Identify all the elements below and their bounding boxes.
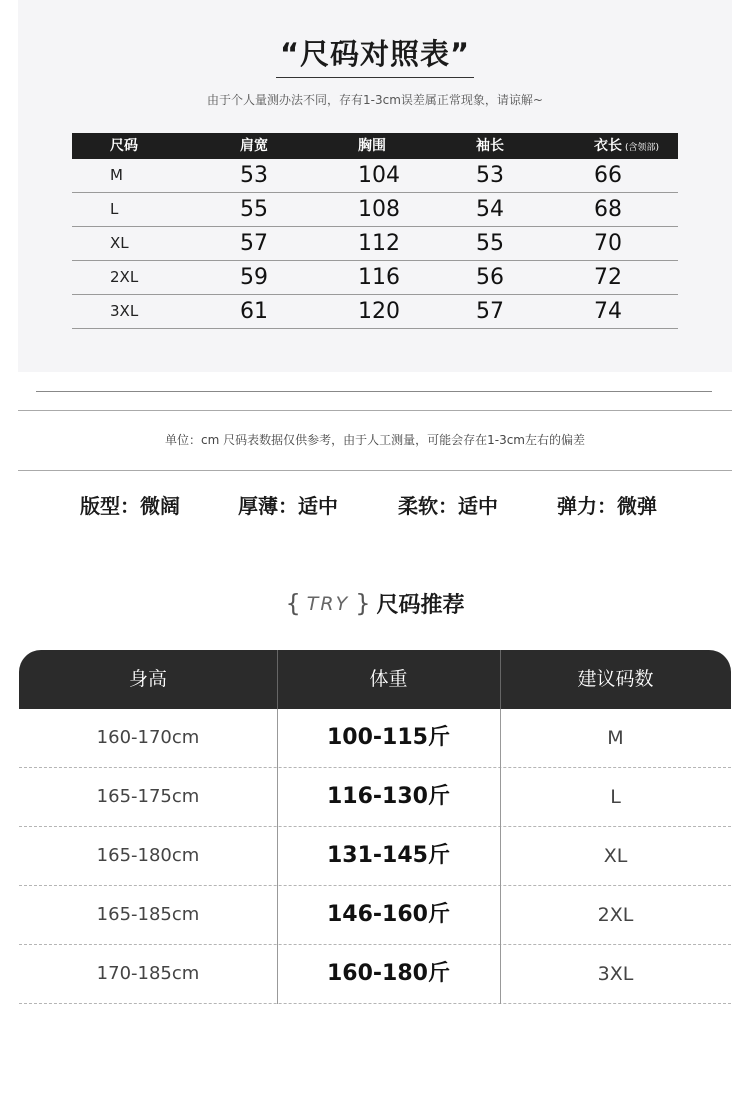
- size-cell: XL: [603, 845, 628, 867]
- height-cell: 165-180cm: [96, 845, 200, 866]
- weight-cell: 146-160斤: [327, 902, 450, 927]
- table-row: [19, 768, 731, 827]
- header-size: 尺码: [110, 138, 138, 154]
- size-cell: 2XL: [110, 268, 139, 286]
- table-row: [72, 261, 678, 295]
- header-weight: 体重: [369, 668, 408, 690]
- size-cell: L: [110, 200, 119, 218]
- weight-cell: 160-180斤: [327, 961, 450, 986]
- column-divider: [277, 709, 278, 1004]
- size-cell: M: [607, 727, 624, 749]
- sleeve-cell: 54: [476, 197, 504, 222]
- recommendation-title: [0, 588, 750, 620]
- length-cell: 68: [594, 197, 622, 222]
- attr-elasticity: 弹力：微弹: [557, 494, 657, 518]
- recommendation-heading: 尺码推荐: [376, 593, 465, 618]
- chest-cell: 112: [358, 231, 400, 256]
- size-cell: 3XL: [110, 302, 139, 320]
- recommendation-table: [19, 650, 731, 1004]
- brace-close: }: [355, 589, 371, 618]
- height-cell: 165-175cm: [96, 786, 200, 807]
- table-row: [72, 295, 678, 329]
- size-cell: M: [110, 166, 123, 184]
- table-row: [19, 886, 731, 945]
- header-length-note: (含领部): [625, 143, 660, 153]
- size-cell: 2XL: [597, 904, 634, 926]
- title-underline: [276, 77, 474, 78]
- divider: [18, 470, 732, 471]
- recommendation-header: [19, 650, 731, 709]
- height-cell: 170-185cm: [96, 963, 200, 984]
- chest-cell: 104: [358, 163, 400, 188]
- page-title: “尺码对照表”: [279, 37, 471, 71]
- weight-cell: 116-130斤: [327, 784, 450, 809]
- weight-cell: 100-115斤: [327, 725, 450, 750]
- sleeve-cell: 55: [476, 231, 504, 256]
- header-shoulder: 肩宽: [240, 138, 268, 154]
- height-cell: 160-170cm: [96, 727, 200, 748]
- shoulder-cell: 53: [240, 163, 268, 188]
- header-height: 身高: [128, 668, 167, 690]
- length-cell: 70: [594, 231, 622, 256]
- weight-cell: 131-145斤: [327, 843, 450, 868]
- shoulder-cell: 59: [240, 265, 268, 290]
- height-cell: 165-185cm: [96, 904, 200, 925]
- size-cell: 3XL: [597, 963, 634, 985]
- table-row: [19, 827, 731, 886]
- chest-cell: 116: [358, 265, 400, 290]
- shoulder-cell: 61: [240, 299, 268, 324]
- sleeve-cell: 56: [476, 265, 504, 290]
- divider: [36, 391, 712, 392]
- header-chest: 胸围: [358, 138, 386, 154]
- attr-fit: 版型：微阔: [80, 494, 180, 518]
- size-cell: XL: [110, 234, 129, 252]
- header-length-label: 衣长: [594, 138, 622, 154]
- table-row: [72, 227, 678, 261]
- sleeve-cell: 57: [476, 299, 504, 324]
- sleeve-cell: 53: [476, 163, 504, 188]
- length-cell: 72: [594, 265, 622, 290]
- length-cell: 66: [594, 163, 622, 188]
- size-table-header: [72, 133, 678, 159]
- size-table: [72, 133, 678, 329]
- table-row: [72, 193, 678, 227]
- attr-thickness: 厚薄：适中: [238, 494, 338, 518]
- header-length: [594, 133, 659, 161]
- unit-note: 单位：cm 尺码表数据仅供参考，由于人工测量，可能会存在1-3cm左右的偏差: [165, 433, 585, 447]
- table-row: [72, 159, 678, 193]
- header-sleeve: 袖长: [476, 138, 504, 154]
- shoulder-cell: 57: [240, 231, 268, 256]
- chest-cell: 120: [358, 299, 400, 324]
- length-cell: 74: [594, 299, 622, 324]
- shoulder-cell: 55: [240, 197, 268, 222]
- brace-open: {: [285, 589, 301, 618]
- divider: [18, 410, 732, 411]
- header-suggested-size: 建议码数: [577, 668, 654, 690]
- table-row: [19, 945, 731, 1004]
- table-row: [19, 709, 731, 768]
- size-cell: L: [610, 786, 621, 808]
- chest-cell: 108: [358, 197, 400, 222]
- column-divider: [500, 709, 501, 1004]
- fabric-attributes: [0, 490, 750, 524]
- try-label: TRY: [306, 592, 350, 615]
- attr-softness: 柔软：适中: [398, 494, 498, 518]
- size-chart-subtitle: 由于个人量测办法不同，存有1-3cm误差属正常现象，请谅解~: [207, 93, 543, 107]
